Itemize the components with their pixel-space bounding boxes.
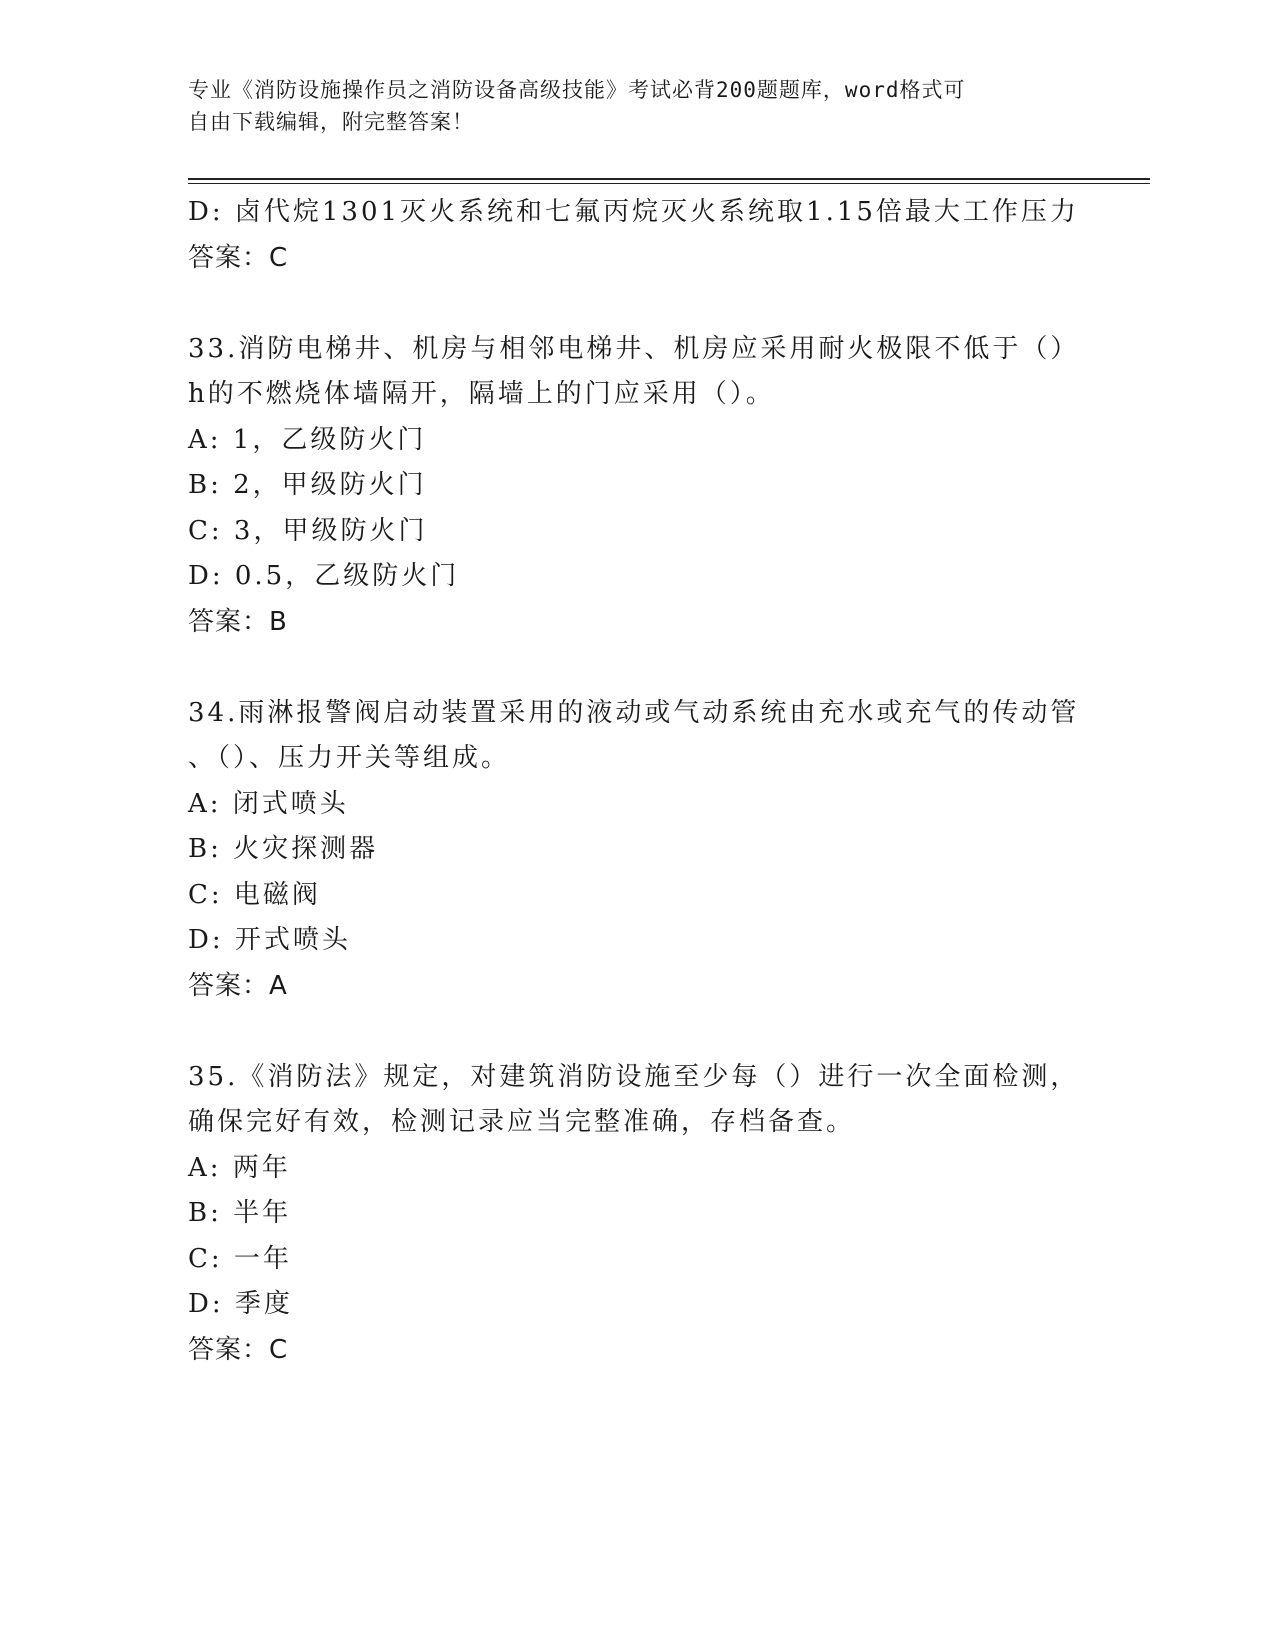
header-rule-thick <box>188 178 1150 180</box>
previous-question-tail <box>188 190 1088 281</box>
option-d: D: 0.5，乙级防火门 <box>188 561 460 591</box>
answer-line: 答案：C <box>188 242 289 273</box>
question-stem: 34.雨淋报警阀启动装置采用的液动或气动系统由充水或充气的传动管 <box>188 697 1080 728</box>
option-b: B: 火灾探测器 <box>188 834 379 864</box>
option-c: C: 电磁阀 <box>188 879 321 910</box>
spacer <box>188 1009 1088 1055</box>
question-content <box>188 190 1088 1373</box>
page-header <box>188 74 1068 138</box>
option-b: B: 半年 <box>188 1198 292 1228</box>
header-line-2: 自由下载编辑，附完整答案！ <box>188 110 474 134</box>
option-d: D: 季度 <box>188 1289 293 1319</box>
option-d: D: 开式喷头 <box>188 925 351 955</box>
question-stem-continued: 、（）、压力开关等组成。 <box>188 743 511 773</box>
option-a: A: 两年 <box>188 1152 291 1183</box>
answer-line: 答案：B <box>188 606 288 637</box>
option-a: A: 闭式喷头 <box>188 788 349 819</box>
option-d: D: 卤代烷1301灭火系统和七氟丙烷灭火系统取1.15倍最大工作压力 <box>188 197 1079 227</box>
option-c: C: 3，甲级防火门 <box>188 515 428 546</box>
option-c: C: 一年 <box>188 1243 292 1274</box>
question-stem: 35.《消防法》规定，对建筑消防设施至少每（）进行一次全面检测， <box>188 1061 1080 1092</box>
question-33 <box>188 327 1088 646</box>
header-line-1: 专业《消防设施操作员之消防设备高级技能》考试必背200题题库，word格式可 <box>188 78 966 102</box>
question-34 <box>188 691 1088 1010</box>
question-stem-continued: 确保完好有效，检测记录应当完整准确，存档备查。 <box>188 1107 856 1137</box>
answer-line: 答案：A <box>188 970 288 1001</box>
header-rule-thin <box>188 183 1150 184</box>
spacer <box>188 281 1088 327</box>
question-stem: 33.消防电梯井、机房与相邻电梯井、机房应采用耐火极限不低于（） <box>188 333 1080 364</box>
question-35 <box>188 1055 1088 1374</box>
option-b: B: 2，甲级防火门 <box>188 470 427 500</box>
question-stem-continued: h的不燃烧体墙隔开，隔墙上的门应采用（）。 <box>188 379 775 409</box>
spacer <box>188 645 1088 691</box>
option-a: A: 1，乙级防火门 <box>188 424 427 455</box>
answer-line: 答案：C <box>188 1334 289 1365</box>
